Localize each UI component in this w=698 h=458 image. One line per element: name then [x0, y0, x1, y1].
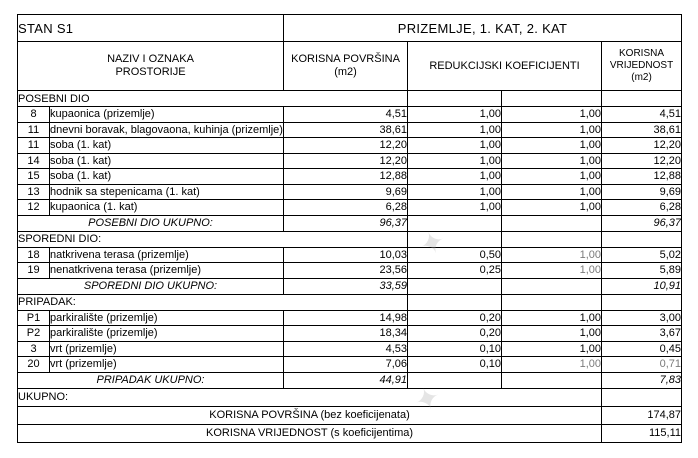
section-total-spacer-k1 [408, 372, 502, 388]
row-coeff-1: 1,00 [408, 122, 502, 138]
floors-title: PRIZEMLJE, 1. KAT, 2. KAT [284, 15, 682, 42]
row-coeff-1: 0,10 [408, 357, 502, 373]
row-coeff-2: 1,00 [502, 341, 602, 357]
col-header-value [602, 42, 682, 91]
row-value: 38,61 [602, 122, 682, 138]
row-name: natkrivena terasa (prizemlje) [50, 247, 284, 263]
row-no: P1 [18, 310, 50, 326]
row-no: 15 [18, 169, 50, 185]
row-name: kupaonica (prizemlje) [50, 107, 284, 123]
table-row [18, 310, 682, 326]
table-row [18, 357, 682, 373]
section-title: PRIPADAK: [18, 294, 408, 310]
row-coeff-1: 0,50 [408, 247, 502, 263]
row-no: 20 [18, 357, 50, 373]
row-coeff-2: 1,00 [502, 184, 602, 200]
section-header-row [18, 91, 682, 107]
col-header-value-line3: (m2) [631, 72, 652, 83]
areas-table [17, 14, 682, 443]
section-total-value: 10,91 [602, 278, 682, 294]
row-coeff-2: 1,00 [502, 310, 602, 326]
row-coeff-2: 1,00 [502, 107, 602, 123]
row-value: 9,69 [602, 184, 682, 200]
row-coeff-1: 0,25 [408, 263, 502, 279]
table-row [18, 341, 682, 357]
section-spacer-k1 [408, 91, 502, 107]
row-value: 0,45 [602, 341, 682, 357]
table-row [18, 200, 682, 216]
row-coeff-1: 1,00 [408, 153, 502, 169]
section-total-area: 96,37 [284, 215, 408, 231]
row-name: vrt (prizemlje) [50, 341, 284, 357]
section-total-row [18, 278, 682, 294]
section-total-spacer-k2 [502, 372, 602, 388]
row-area: 12,20 [284, 138, 408, 154]
row-name: soba (1. kat) [50, 169, 284, 185]
row-no: 14 [18, 153, 50, 169]
row-area: 18,34 [284, 326, 408, 342]
section-total-area: 33,59 [284, 278, 408, 294]
row-value: 6,28 [602, 200, 682, 216]
section-spacer-value [602, 231, 682, 247]
summary-area-label: KORISNA POVRŠINA (bez koeficijenata) [18, 406, 602, 424]
unit-title: STAN S1 [18, 15, 284, 42]
document-sheet [0, 14, 698, 458]
row-coeff-2: 1,00 [502, 326, 602, 342]
section-total-spacer-k1 [408, 278, 502, 294]
summary-row-value [18, 424, 682, 442]
section-total-row [18, 215, 682, 231]
summary-title-spacer [602, 388, 682, 406]
summary-title: UKUPNO: [18, 388, 602, 406]
row-coeff-1: 1,00 [408, 107, 502, 123]
table-row [18, 247, 682, 263]
section-spacer-k1 [408, 231, 502, 247]
row-coeff-1: 0,20 [408, 310, 502, 326]
row-name: parkiralište (prizemlje) [50, 310, 284, 326]
section-total-value: 96,37 [602, 215, 682, 231]
row-coeff-2: 1,00 [502, 200, 602, 216]
row-name: soba (1. kat) [50, 138, 284, 154]
row-coeff-2: 1,00 [502, 263, 602, 279]
row-coeff-2: 1,00 [502, 153, 602, 169]
section-total-spacer-k2 [502, 278, 602, 294]
row-coeff-1: 0,20 [408, 326, 502, 342]
row-coeff-2: 1,00 [502, 138, 602, 154]
section-total-label: PRIPADAK UKUPNO: [18, 372, 284, 388]
row-value: 12,20 [602, 153, 682, 169]
row-value: 12,20 [602, 138, 682, 154]
section-title: SPOREDNI DIO: [18, 231, 408, 247]
table-row [18, 184, 682, 200]
table-row [18, 107, 682, 123]
row-coeff-2: 1,00 [502, 122, 602, 138]
row-name: parkiralište (prizemlje) [50, 326, 284, 342]
row-no: 18 [18, 247, 50, 263]
row-coeff-2: 1,00 [502, 247, 602, 263]
row-no: 8 [18, 107, 50, 123]
row-value: 12,88 [602, 169, 682, 185]
row-no: 11 [18, 122, 50, 138]
col-header-value-line2: VRIJEDNOST [609, 60, 674, 71]
row-coeff-2: 1,00 [502, 357, 602, 373]
col-header-coefficients: REDUKCIJSKI KOEFICIJENTI [408, 42, 602, 91]
section-total-area: 44,91 [284, 372, 408, 388]
row-name: vrt (prizemlje) [50, 357, 284, 373]
section-spacer-value [602, 91, 682, 107]
row-area: 9,69 [284, 184, 408, 200]
row-name: hodnik sa stepenicama (1. kat) [50, 184, 284, 200]
row-no: 11 [18, 138, 50, 154]
table-row [18, 122, 682, 138]
row-coeff-1: 0,10 [408, 341, 502, 357]
row-value: 5,89 [602, 263, 682, 279]
section-title: POSEBNI DIO [18, 91, 408, 107]
table-row [18, 153, 682, 169]
table-header-title-row [18, 15, 682, 42]
section-spacer-k1 [408, 294, 502, 310]
row-area: 6,28 [284, 200, 408, 216]
table-row [18, 326, 682, 342]
table-row [18, 169, 682, 185]
row-area: 4,53 [284, 341, 408, 357]
summary-value-label: KORISNA VRIJEDNOST (s koeficijentima) [18, 424, 602, 442]
section-total-spacer-k2 [502, 215, 602, 231]
summary-row-area [18, 406, 682, 424]
row-name: nenatkrivena terasa (prizemlje) [50, 263, 284, 279]
summary-value-value: 115,11 [602, 424, 682, 442]
row-area: 14,98 [284, 310, 408, 326]
section-header-row [18, 231, 682, 247]
row-no: 19 [18, 263, 50, 279]
row-value: 4,51 [602, 107, 682, 123]
row-coeff-2: 1,00 [502, 169, 602, 185]
table-row [18, 138, 682, 154]
row-coeff-1: 1,00 [408, 200, 502, 216]
section-total-row [18, 372, 682, 388]
section-total-label: POSEBNI DIO UKUPNO: [18, 215, 284, 231]
table-header-columns-row [18, 42, 682, 91]
table-row [18, 263, 682, 279]
summary-title-row [18, 388, 682, 406]
summary-area-value: 174,87 [602, 406, 682, 424]
col-header-name-line1: NAZIV I OZNAKA [107, 53, 194, 65]
col-header-value-line1: KORISNA [619, 48, 665, 59]
section-spacer-k2 [502, 91, 602, 107]
row-value: 3,00 [602, 310, 682, 326]
watermark-mark-1: ✦ [415, 223, 452, 264]
row-value: 5,02 [602, 247, 682, 263]
col-header-name [18, 42, 284, 91]
row-coeff-1: 1,00 [408, 138, 502, 154]
section-spacer-k2 [502, 294, 602, 310]
row-area: 7,06 [284, 357, 408, 373]
row-no: 12 [18, 200, 50, 216]
row-name: kupaonica (1. kat) [50, 200, 284, 216]
section-spacer-value [602, 294, 682, 310]
section-total-value: 7,83 [602, 372, 682, 388]
row-area: 10,03 [284, 247, 408, 263]
row-area: 38,61 [284, 122, 408, 138]
row-name: soba (1. kat) [50, 153, 284, 169]
watermark-mark-2: ✦ [410, 379, 447, 420]
row-area: 23,56 [284, 263, 408, 279]
row-area: 12,20 [284, 153, 408, 169]
row-name: dnevni boravak, blagovaona, kuhinja (prizemlje) [50, 123, 283, 136]
row-area: 12,88 [284, 169, 408, 185]
row-area: 4,51 [284, 107, 408, 123]
section-header-row [18, 294, 682, 310]
row-no: 3 [18, 341, 50, 357]
col-header-name-line2: PROSTORIJE [115, 66, 186, 78]
row-no: 13 [18, 184, 50, 200]
row-value: 3,67 [602, 326, 682, 342]
row-value: 0,71 [602, 357, 682, 373]
row-coeff-1: 1,00 [408, 184, 502, 200]
row-coeff-1: 1,00 [408, 169, 502, 185]
row-no: P2 [18, 326, 50, 342]
section-total-label: SPOREDNI DIO UKUPNO: [18, 278, 284, 294]
section-total-spacer-k1 [408, 215, 502, 231]
col-header-area: KORISNA POVRŠINA (m2) [284, 42, 408, 91]
section-spacer-k2 [502, 231, 602, 247]
